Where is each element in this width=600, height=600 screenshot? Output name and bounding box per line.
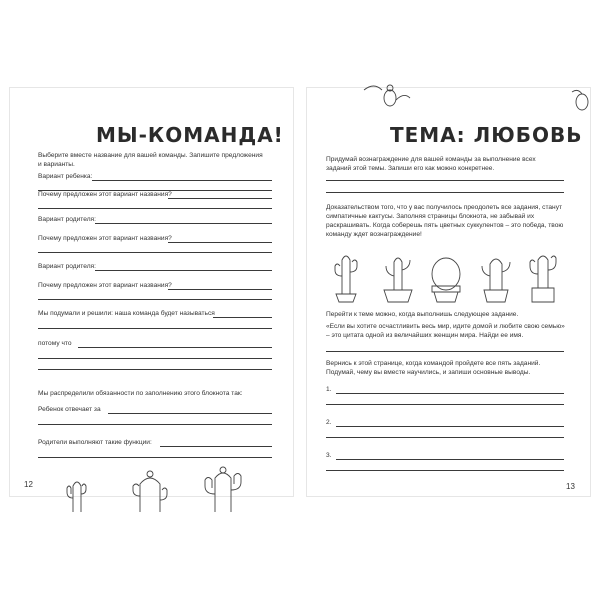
cactus-doodle-icon — [360, 78, 420, 110]
answer-line — [78, 347, 272, 348]
left-page-title: МЫ-КОМАНДА! — [96, 123, 284, 147]
why-label-3: Почему предложен этот вариант названия? — [38, 282, 172, 289]
return-text: Вернись к этой странице, когда командой пройдете все пять заданий. Подумай, чему вы вместе научились, и запиши основные выводы. — [326, 360, 541, 376]
answer-line — [168, 289, 272, 290]
answer-line — [168, 242, 272, 243]
answer-line — [336, 426, 564, 427]
answer-line — [213, 317, 272, 318]
next-task-text: Перейти к теме можно, когда выполнишь следующее задание. — [326, 311, 519, 318]
reward-text: Придумай вознаграждение для вашей команды за выполнение всех заданий этой темы. Запиши его как можно конкретнее. — [326, 156, 536, 172]
cactus-doodle-icon — [568, 86, 598, 116]
child-answers-label: Ребенок отвечает за — [38, 406, 101, 413]
why-label-1: Почему предложен этот вариант названия? — [38, 191, 172, 198]
answer-line — [38, 299, 272, 300]
why-label-2: Почему предложен этот вариант названия? — [38, 235, 172, 242]
parent-option-label-2: Вариант родителя: — [38, 263, 96, 270]
answer-line — [326, 351, 564, 352]
answer-line — [326, 437, 564, 438]
child-option-label: Вариант ребенка: — [38, 173, 93, 180]
answer-line — [108, 413, 272, 414]
duties-text: Мы распределили обязанности по заполнению этого блокнота так: — [38, 390, 243, 397]
answer-line — [336, 459, 564, 460]
parents-do-label: Родители выполняют такие функции: — [38, 439, 152, 446]
proof-text: Доказательством того, что у вас получилось преодолеть все задания, станут симпатичные кактусы. Заполняя страницы блокнота, не забывай их раскрашивать. Когда соберешь пять цветных суккулентов – это победа, твою команду ждет вознаграждение! — [326, 204, 564, 238]
answer-line — [95, 270, 272, 271]
page-number-left: 12 — [24, 480, 33, 489]
parent-option-label-1: Вариант родителя: — [38, 216, 96, 223]
answer-line — [326, 404, 564, 405]
intro-text: Выберите вместе название для вашей команды. Запишите предложения и варианты. — [38, 152, 263, 168]
page-number-right: 13 — [566, 482, 575, 491]
left-page — [10, 88, 293, 496]
answer-line — [326, 470, 564, 471]
answer-line — [95, 223, 272, 224]
item-number-1: 1. — [326, 386, 332, 393]
answer-line — [38, 424, 272, 425]
answer-line — [160, 446, 272, 447]
five-cacti-illustration — [326, 246, 566, 304]
answer-line — [326, 192, 564, 193]
answer-line — [336, 393, 564, 394]
answer-line — [38, 252, 272, 253]
answer-line — [38, 369, 272, 370]
answer-line — [38, 457, 272, 458]
answer-line — [92, 180, 272, 181]
answer-line — [38, 358, 272, 359]
answer-line — [168, 198, 272, 199]
answer-line — [326, 180, 564, 181]
item-number-2: 2. — [326, 419, 332, 426]
item-number-3: 3. — [326, 452, 332, 459]
team-decision-label: Мы подумали и решили: наша команда будет называться — [38, 310, 215, 317]
because-label: потому что — [38, 340, 72, 347]
right-page-title: ТЕМА: ЛЮБОВЬ — [390, 123, 583, 147]
answer-line — [38, 328, 272, 329]
quote-text: «Если вы хотите осчастливить весь мир, идите домой и любите свою семью» – это цитата одной из величайших женщин мира. Найди ее имя. — [326, 323, 565, 339]
answer-line — [38, 208, 272, 209]
cacti-illustration — [55, 464, 275, 514]
